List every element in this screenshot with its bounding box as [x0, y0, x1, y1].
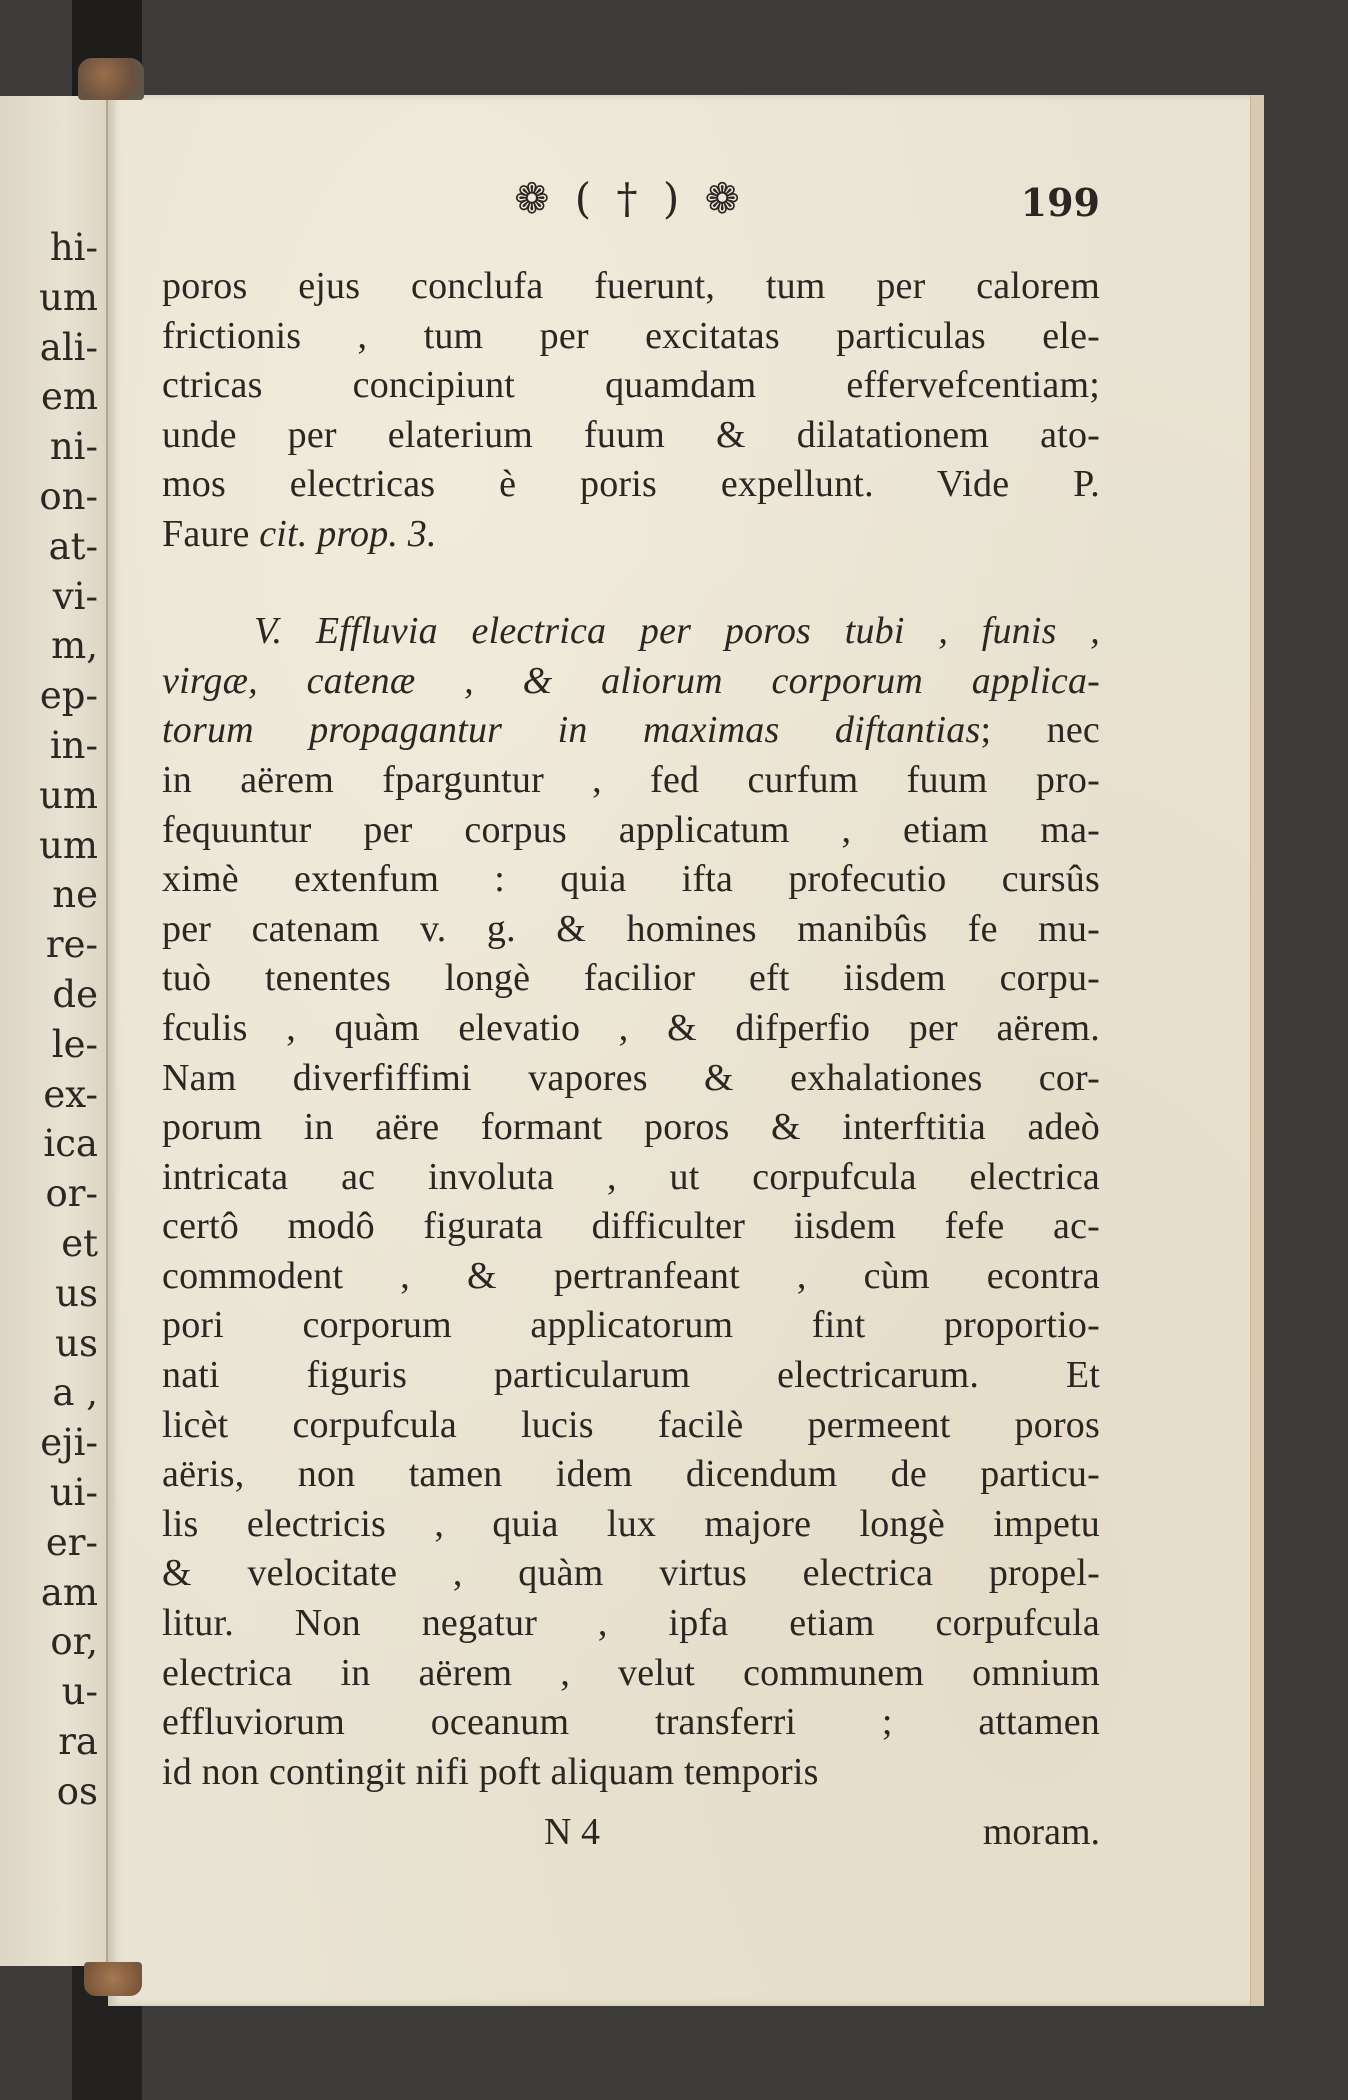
roman-run: Faure	[162, 512, 260, 555]
roman-run: Nam diverfiffimi vapores & exhalationes cor-	[162, 1056, 1100, 1099]
text-line	[162, 1599, 1100, 1649]
left-page-fragment: em	[41, 375, 98, 419]
roman-run: lis electricis , quia lux majore longè impetu	[162, 1502, 1100, 1545]
text-line	[162, 1054, 1100, 1104]
roman-run: nati figuris particularum electricarum. Et	[162, 1354, 1100, 1397]
left-page-fragment: u-	[61, 1670, 98, 1714]
roman-run: certô modô figurata difficulter iisdem fefe ac-	[162, 1205, 1100, 1248]
footer-line	[162, 1810, 1100, 1860]
text-line	[162, 460, 1100, 510]
left-page-fragment: um	[39, 773, 98, 817]
page-edge	[1250, 95, 1264, 2006]
left-page-fragment: um	[39, 823, 98, 867]
roman-run: ximè extenfum : quia ifta profecutio cursûs	[162, 858, 1100, 901]
roman-run: & velocitate , quàm virtus electrica propel-	[162, 1552, 1100, 1595]
roman-run: poros ejus conclufa fuerunt, tum per calorem	[162, 265, 1100, 307]
paragraph-gap	[162, 560, 1100, 608]
left-page-fragment: ui-	[49, 1471, 98, 1514]
roman-run: mos electricas è poris expellunt. Vide P.	[162, 463, 1100, 506]
roman-run: per catenam v. g. & homines manibûs fe mu-	[162, 907, 1100, 950]
text-line	[162, 411, 1100, 461]
header-ornament: ❁ ( † ) ❁	[514, 174, 746, 223]
text-line	[162, 312, 1100, 362]
text-line	[162, 806, 1100, 856]
text-line	[162, 1698, 1100, 1748]
text-line	[162, 1252, 1100, 1302]
roman-run: frictionis , tum per excitatas particulas ele-	[162, 314, 1100, 357]
italic-run: virgæ, catenæ , & aliorum corporum applica-	[162, 659, 1100, 702]
left-page-fragment: um	[39, 275, 98, 319]
roman-run: id non contingit nifi poft aliquam temporis	[162, 1750, 819, 1793]
text-line	[162, 1301, 1100, 1351]
gutter-fold	[106, 96, 108, 1966]
left-page	[0, 96, 108, 1966]
roman-run: electrica in aërem , velut communem omnium	[162, 1651, 1100, 1694]
left-page-fragment: os	[56, 1769, 98, 1813]
left-page-fragment: eji-	[40, 1421, 98, 1465]
catchword: moram.	[982, 1811, 1100, 1853]
paragraph-2	[162, 607, 1100, 1797]
roman-run: tuò tenentes longè facilior eft iisdem corpu-	[162, 957, 1100, 1000]
left-page-fragment: re-	[45, 923, 98, 967]
text-line	[162, 1103, 1100, 1153]
roman-run: licèt corpufcula lucis facilè permeent poros	[162, 1403, 1100, 1446]
roman-run: ctricas concipiunt quamdam effervefcentiam;	[162, 364, 1100, 407]
text-line	[162, 1500, 1100, 1550]
roman-run: ; nec	[980, 709, 1100, 752]
left-page-fragment: m,	[51, 624, 98, 668]
roman-run: litur. Non negatur , ipfa etiam corpufcula	[162, 1602, 1100, 1645]
text-line	[162, 855, 1100, 905]
text-line	[162, 1153, 1100, 1203]
headband-top	[78, 58, 144, 100]
text-line	[162, 1450, 1100, 1500]
signature-mark: N 4	[544, 1811, 600, 1853]
left-page-fragment: us	[55, 1271, 98, 1315]
roman-run: unde per elaterium fuum & dilatationem ato-	[162, 413, 1100, 456]
text-line	[162, 1004, 1100, 1054]
left-page-fragment: vi-	[52, 574, 98, 618]
roman-run: commodent , & pertranfeant , cùm econtra	[162, 1254, 1100, 1297]
left-page-fragment: ex-	[43, 1072, 98, 1116]
text-line	[162, 954, 1100, 1004]
roman-run: in aërem fparguntur , fed curfum fuum pro-	[162, 758, 1100, 801]
text-line	[162, 706, 1100, 756]
text-line	[162, 262, 1100, 312]
text-line	[162, 1649, 1100, 1699]
italic-run: cit. prop. 3.	[259, 512, 437, 555]
left-page-fragment: ica	[43, 1122, 98, 1166]
headband-bottom	[84, 1962, 142, 1996]
left-page-fragment: hi-	[49, 226, 98, 269]
text-line	[162, 1202, 1100, 1252]
left-page-fragment: us	[55, 1321, 98, 1365]
text-line	[162, 1549, 1100, 1599]
left-page-fragment: de	[52, 973, 98, 1016]
left-page-fragment: or,	[50, 1620, 98, 1664]
roman-run: effluviorum oceanum transferri ; attamen	[162, 1701, 1100, 1744]
roman-run: porum in aëre formant poros & interftitia adeò	[162, 1106, 1100, 1149]
left-page-fragment: er-	[45, 1520, 98, 1564]
left-page-fragment: on-	[39, 475, 98, 518]
left-page-fragment: in-	[49, 724, 98, 767]
roman-run: pori corporum applicatorum fint proportio-	[162, 1304, 1100, 1347]
left-page-fragment: et	[61, 1222, 98, 1265]
roman-run: fculis , quàm elevatio , & difperfio per aërem.	[162, 1006, 1100, 1049]
paragraph-1	[162, 262, 1100, 560]
roman-run: fequuntur per corpus applicatum , etiam ma-	[162, 808, 1100, 851]
roman-run: intricata ac involuta , ut corpufcula electrica	[162, 1155, 1100, 1198]
text-line	[162, 1748, 1100, 1798]
text-line	[162, 1351, 1100, 1401]
italic-run: torum propagantur in maximas diftantias	[162, 709, 981, 752]
left-page-fragment: ne	[52, 873, 98, 917]
text-line	[162, 657, 1100, 707]
text-line	[162, 607, 1100, 657]
page-number: 199	[1020, 180, 1100, 225]
text-line	[162, 756, 1100, 806]
text-line	[162, 905, 1100, 955]
left-page-fragment: le-	[51, 1022, 98, 1066]
roman-run: aëris, non tamen idem dicendum de particu-	[162, 1453, 1100, 1496]
body-text	[162, 262, 1100, 1797]
text-line	[162, 1401, 1100, 1451]
text-line	[162, 361, 1100, 411]
running-header	[160, 172, 1100, 232]
left-page-fragment: ep-	[39, 674, 98, 718]
left-page-fragment: or-	[45, 1172, 98, 1216]
left-page-fragment: am	[40, 1570, 98, 1614]
text-line	[162, 510, 1100, 560]
italic-run: V. Effluvia electrica per poros tubi , funis ,	[254, 610, 1100, 653]
left-page-fragment: ni-	[49, 425, 98, 469]
left-page-fragment: ra	[58, 1720, 98, 1763]
left-page-fragment: ali-	[39, 325, 98, 369]
left-page-fragment: at-	[48, 524, 98, 568]
left-page-fragment: a ,	[52, 1371, 98, 1415]
